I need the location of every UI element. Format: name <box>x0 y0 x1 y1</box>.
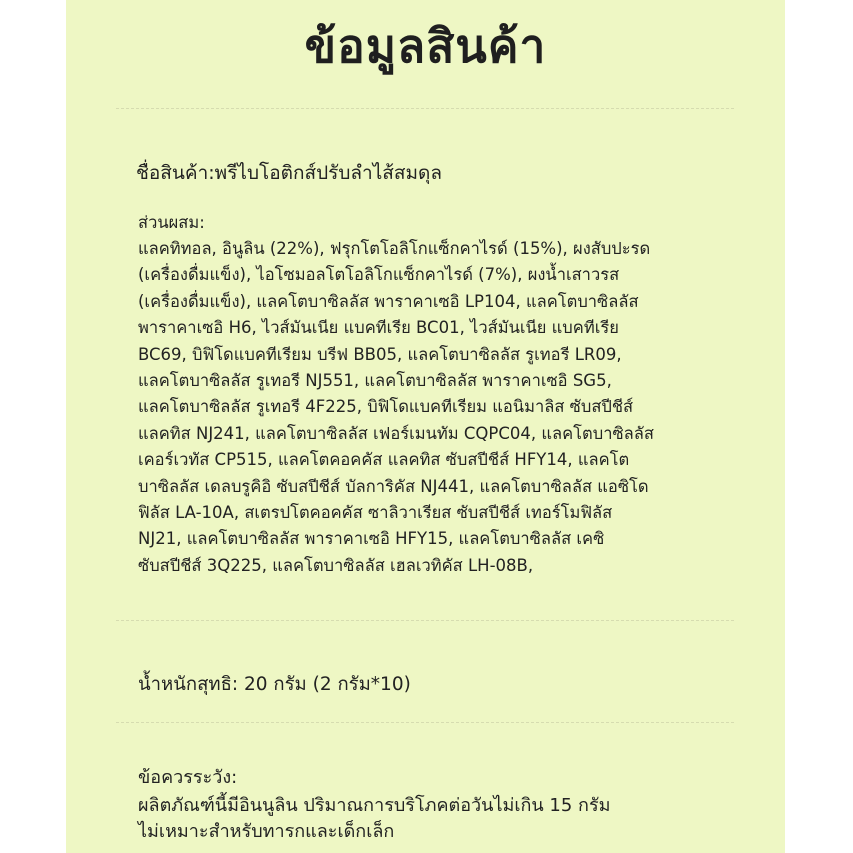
ingredients-line: แลคทิส NJ241, แลคโตบาซิลลัส เฟอร์เมนทัม CQPC04, แลคโตบาซิลลัส <box>138 423 654 443</box>
ingredients-line: NJ21, แลคโตบาซิลลัส พาราคาเซอิ HFY15, แลคโตบาซิลลัส เคซิ <box>138 529 605 549</box>
product-name: ชื่อสินค้า:พรีไบโอติกส์ปรับลำไส้สมดุล <box>136 162 442 184</box>
divider <box>116 722 734 723</box>
ingredients-line: ซับสปีชีส์ 3Q225, แลคโตบาซิลลัส เฮลเวทิคัส LH-08B, <box>138 555 534 575</box>
ingredients-line: แลคทิทอล, อินูลิน (22%), ฟรุกโตโอลิโกแซ็กคาไรด์ (15%), ผงสับปะรด <box>138 239 651 258</box>
page-title: ข้อมูลสินค้า <box>304 19 547 73</box>
product-info-panel <box>66 0 785 853</box>
caution-label: ข้อควรระวัง: <box>138 767 238 788</box>
caution-line: ไม่เหมาะสำหรับทารกและเด็กเล็ก <box>138 821 395 842</box>
divider <box>116 620 734 621</box>
ingredients-line: (เครื่องดื่มแข็ง), ไอโซมอลโตโอลิโกแซ็กคาไรด์ (7%), ผงน้ำเสาวรส <box>138 265 620 285</box>
ingredients-line: แลคโตบาซิลลัส รูเทอรี NJ551, แลคโตบาซิลลัส พาราคาเซอิ SG5, <box>138 371 612 391</box>
ingredients-line: ฟิลัส LA-10A, สเตรปโตคอคคัส ซาลิวาเรียส ซับสปีชีส์ เทอร์โมฟิลัส <box>138 503 613 523</box>
ingredients-line: แลคโตบาซิลลัส รูเทอรี 4F225, บิฟิโดแบคทีเรียม แอนิมาลิส ซับสปีชีส์ <box>138 397 634 417</box>
ingredients-line: เคอร์เวทัส CP515, แลคโตคอคคัส แลคทิส ซับสปีชีส์ HFY14, แลคโต <box>138 450 630 470</box>
ingredients-line: BC69, บิฟิโดแบคทีเรียม บรีฟ BB05, แลคโตบาซิลลัส รูเทอรี LR09, <box>138 344 622 364</box>
ingredients-line: พาราคาเซอิ H6, ไวส์มันเนีย แบคทีเรีย BC01, ไวส์มันเนีย แบคทีเรีย <box>138 318 619 338</box>
ingredients-line: บาซิลลัส เดลบรูคิอิ ซับสปีชีส์ บัลการิคัส NJ441, แลคโตบาซิลลัส แอซิโด <box>138 476 649 496</box>
divider <box>116 108 734 109</box>
net-weight: น้ำหนักสุทธิ: 20 กรัม (2 กรัม*10) <box>138 674 411 695</box>
ingredients-text <box>138 236 744 579</box>
ingredients-label: ส่วนผสม: <box>138 213 205 232</box>
ingredients-line: (เครื่องดื่มแข็ง), แลคโตบาซิลลัส พาราคาเซอิ LP104, แลคโตบาซิลลัส <box>138 291 639 311</box>
caution-line: ผลิตภัณฑ์นี้มีอินนูลิน ปริมาณการบริโภคต่อวันไม่เกิน 15 กรัม <box>138 795 611 816</box>
